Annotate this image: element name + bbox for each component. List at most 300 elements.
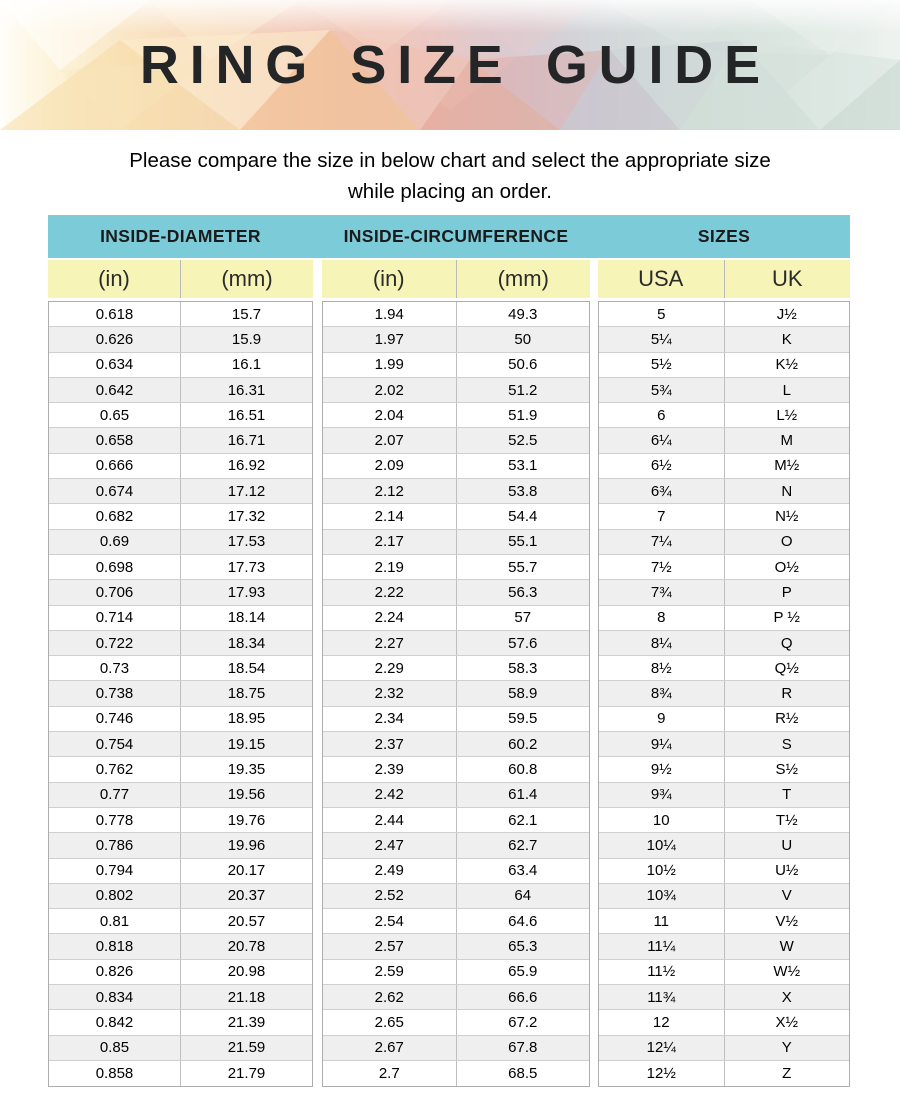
table-row — [49, 960, 312, 985]
table-cell: 21.18 — [227, 988, 266, 1006]
table-cell: 67.2 — [508, 1013, 538, 1031]
table-row — [323, 353, 589, 378]
table-row — [49, 909, 312, 934]
table-row — [323, 783, 589, 808]
table-cell: 19.96 — [227, 836, 266, 854]
table-row — [599, 681, 849, 706]
table-cell: W½ — [773, 963, 801, 981]
table-row — [323, 884, 589, 909]
table-row — [599, 555, 849, 580]
group-sizes — [598, 260, 850, 1087]
table-cell: 20.78 — [227, 938, 266, 956]
table-cell: 0.81 — [49, 909, 181, 933]
column-header-mm: (mm) — [497, 266, 549, 291]
table-cell: 59.5 — [508, 710, 538, 728]
table-cell: 2.42 — [323, 783, 457, 807]
table-cell: 15.7 — [231, 305, 262, 323]
table-cell: 5¾ — [599, 378, 725, 402]
table-cell: 62.7 — [508, 836, 538, 854]
table-row — [599, 656, 849, 681]
table-cell: 66.6 — [508, 988, 538, 1006]
table-row — [49, 833, 312, 858]
table-cell: 2.14 — [323, 504, 457, 528]
table-cell: S½ — [775, 760, 798, 778]
table-cell: 12 — [599, 1010, 725, 1034]
table-cell: V½ — [775, 912, 798, 930]
table-row — [49, 1061, 312, 1086]
table-row — [49, 454, 312, 479]
table-cell: 53.8 — [508, 482, 538, 500]
table-cell: 50 — [514, 330, 532, 348]
table-cell: 2.29 — [323, 656, 457, 680]
table-row — [49, 884, 312, 909]
table-row — [323, 428, 589, 453]
table-cell: U½ — [775, 862, 799, 880]
group-header-inside-circumference: INSIDE-CIRCUMFERENCE — [343, 226, 569, 246]
table-cell: M½ — [774, 457, 800, 475]
table-row — [49, 934, 312, 959]
table-cell: 52.5 — [508, 432, 538, 450]
table-cell: 17.12 — [227, 482, 266, 500]
table-cell: 0.65 — [49, 403, 181, 427]
table-cell: X — [781, 988, 792, 1006]
table-cell: 63.4 — [508, 862, 538, 880]
table-cell: 16.71 — [227, 432, 266, 450]
table-cell: 2.22 — [323, 580, 457, 604]
table-cell: 49.3 — [508, 305, 538, 323]
table-cell: 2.34 — [323, 707, 457, 731]
table-cell: 6½ — [599, 454, 725, 478]
table-cell: 7¾ — [599, 580, 725, 604]
table-cell: 0.698 — [49, 555, 181, 579]
table-cell: 18.14 — [227, 609, 266, 627]
table-row — [49, 504, 312, 529]
table-cell: 11 — [599, 909, 725, 933]
table-row — [49, 428, 312, 453]
table-group-header-row — [48, 215, 850, 258]
table-cell: 0.618 — [49, 302, 181, 326]
table-cell: 20.98 — [227, 963, 266, 981]
table-cell: T½ — [775, 811, 798, 829]
table-cell: 0.722 — [49, 631, 181, 655]
table-cell: 2.62 — [323, 985, 457, 1009]
table-cell: 65.3 — [508, 938, 538, 956]
table-body-groups — [48, 260, 850, 1087]
table-row — [599, 707, 849, 732]
table-row — [49, 707, 312, 732]
table-row — [599, 934, 849, 959]
table-cell: 0.738 — [49, 681, 181, 705]
table-row — [599, 530, 849, 555]
group-inside-circumference — [322, 260, 590, 1087]
table-cell: 16.51 — [227, 406, 266, 424]
table-row — [49, 808, 312, 833]
table-row — [599, 833, 849, 858]
table-cell: 11½ — [599, 960, 725, 984]
group-header-inside-diameter: INSIDE-DIAMETER — [100, 226, 261, 246]
table-row — [323, 934, 589, 959]
table-cell: 67.8 — [508, 1039, 538, 1057]
table-cell: X½ — [775, 1013, 798, 1031]
banner — [0, 0, 900, 130]
table-row — [599, 1061, 849, 1086]
table-cell: 18.34 — [227, 634, 266, 652]
table-cell: 9 — [599, 707, 725, 731]
subtitle-text: Please compare the size in below chart and select the appropriate size while placing an order. — [129, 149, 771, 203]
table-cell: Q — [780, 634, 793, 652]
table-cell: 0.746 — [49, 707, 181, 731]
table-cell: 2.24 — [323, 606, 457, 630]
table-cell: J½ — [776, 305, 797, 323]
table-cell: 21.59 — [227, 1039, 266, 1057]
column-header-in: (in) — [322, 260, 457, 298]
table-cell: 10 — [599, 808, 725, 832]
table-cell: U — [781, 836, 793, 854]
table-cell: 2.09 — [323, 454, 457, 478]
table-row — [49, 479, 312, 504]
table-cell: 0.834 — [49, 985, 181, 1009]
table-row — [599, 808, 849, 833]
table-row — [599, 353, 849, 378]
table-row — [49, 302, 312, 327]
table-row — [599, 631, 849, 656]
table-cell: 65.9 — [508, 963, 538, 981]
table-row — [323, 808, 589, 833]
table-cell: Z — [782, 1065, 792, 1083]
table-cell: 0.818 — [49, 934, 181, 958]
subheader-row — [48, 260, 313, 298]
table-cell: 0.858 — [49, 1061, 181, 1086]
table-row — [323, 631, 589, 656]
table-row — [323, 1036, 589, 1061]
column-header-mm: (mm) — [221, 266, 273, 291]
table-row — [323, 732, 589, 757]
table-cell: 0.786 — [49, 833, 181, 857]
table-row — [49, 859, 312, 884]
table-row — [49, 378, 312, 403]
table-cell: W — [779, 938, 794, 956]
table-row — [49, 606, 312, 631]
table-cell: 55.1 — [508, 533, 538, 551]
table-cell: 11¾ — [599, 985, 725, 1009]
column-header-in: (in) — [48, 260, 181, 298]
table-cell: 17.93 — [227, 583, 266, 601]
group-inside-diameter — [48, 260, 313, 1087]
table-row — [323, 580, 589, 605]
table-cell: 2.32 — [323, 681, 457, 705]
table-row — [49, 353, 312, 378]
subheader-row — [598, 260, 850, 298]
table-row — [599, 428, 849, 453]
table-cell: 58.3 — [508, 659, 538, 677]
table-row — [323, 707, 589, 732]
table-row — [599, 909, 849, 934]
table-cell: 55.7 — [508, 558, 538, 576]
table-cell: 0.634 — [49, 353, 181, 377]
table-row — [599, 960, 849, 985]
table-cell: 7¼ — [599, 530, 725, 554]
column-header-usa: USA — [598, 260, 725, 298]
table-cell: N — [781, 482, 793, 500]
table-cell: 2.39 — [323, 757, 457, 781]
table-row — [599, 783, 849, 808]
table-cell: 64.6 — [508, 912, 538, 930]
table-cell: 9¾ — [599, 783, 725, 807]
table-cell: 50.6 — [508, 356, 538, 374]
table-cell: 0.626 — [49, 327, 181, 351]
table-row — [49, 732, 312, 757]
table-cell: 2.52 — [323, 884, 457, 908]
table-cell: 68.5 — [508, 1065, 538, 1083]
table-cell: 19.76 — [227, 811, 266, 829]
table-row — [323, 327, 589, 352]
table-cell: 58.9 — [508, 685, 538, 703]
table-cell: 5¼ — [599, 327, 725, 351]
table-cell: 0.826 — [49, 960, 181, 984]
table-row — [323, 378, 589, 403]
table-cell: 16.1 — [231, 356, 262, 374]
table-cell: 56.3 — [508, 583, 538, 601]
table-row — [599, 1010, 849, 1035]
table-cell: P — [781, 583, 792, 601]
table-body — [48, 301, 313, 1087]
table-cell: 21.39 — [227, 1013, 266, 1031]
table-cell: K — [781, 330, 792, 348]
table-cell: 18.75 — [227, 685, 266, 703]
table-cell: 2.07 — [323, 428, 457, 452]
table-cell: 2.44 — [323, 808, 457, 832]
table-row — [599, 302, 849, 327]
table-body — [322, 301, 590, 1087]
table-row — [599, 378, 849, 403]
table-cell: 61.4 — [508, 786, 538, 804]
table-cell: 0.73 — [49, 656, 181, 680]
table-row — [49, 555, 312, 580]
table-row — [323, 555, 589, 580]
table-cell: 2.65 — [323, 1010, 457, 1034]
table-cell: 54.4 — [508, 508, 538, 526]
table-row — [599, 859, 849, 884]
table-cell: 1.94 — [323, 302, 457, 326]
table-cell: 12½ — [599, 1061, 725, 1086]
table-row — [323, 656, 589, 681]
table-row — [49, 656, 312, 681]
table-cell: 2.67 — [323, 1036, 457, 1060]
table-cell: 57.6 — [508, 634, 538, 652]
table-cell: O — [780, 533, 793, 551]
table-row — [49, 580, 312, 605]
table-cell: 51.9 — [508, 406, 538, 424]
table-row — [323, 681, 589, 706]
table-row — [49, 403, 312, 428]
table-cell: 0.658 — [49, 428, 181, 452]
table-row — [599, 884, 849, 909]
table-cell: 0.666 — [49, 454, 181, 478]
table-cell: O½ — [774, 558, 799, 576]
table-row — [49, 327, 312, 352]
table-cell: 2.04 — [323, 403, 457, 427]
table-cell: 20.17 — [227, 862, 266, 880]
table-row — [323, 403, 589, 428]
table-cell: 8 — [599, 606, 725, 630]
table-cell: 51.2 — [508, 381, 538, 399]
table-cell: 5 — [599, 302, 725, 326]
group-header-sizes: SIZES — [697, 226, 751, 246]
table-cell: 0.642 — [49, 378, 181, 402]
table-cell: 5½ — [599, 353, 725, 377]
table-cell: 21.79 — [227, 1065, 266, 1083]
table-cell: 17.73 — [227, 558, 266, 576]
table-cell: 60.8 — [508, 760, 538, 778]
table-cell: 20.37 — [227, 887, 266, 905]
table-cell: 0.706 — [49, 580, 181, 604]
table-cell: 7 — [599, 504, 725, 528]
table-row — [323, 1061, 589, 1086]
table-cell: K½ — [775, 356, 798, 374]
table-row — [599, 606, 849, 631]
table-row — [49, 681, 312, 706]
table-row — [323, 833, 589, 858]
table-cell: 8¼ — [599, 631, 725, 655]
table-row — [323, 859, 589, 884]
table-cell: 0.85 — [49, 1036, 181, 1060]
table-cell: 19.35 — [227, 760, 266, 778]
table-row — [599, 1036, 849, 1061]
table-cell: 0.682 — [49, 504, 181, 528]
table-cell: 9¼ — [599, 732, 725, 756]
table-row — [323, 909, 589, 934]
table-cell: 12¼ — [599, 1036, 725, 1060]
table-cell: 15.9 — [231, 330, 262, 348]
table-cell: M — [780, 432, 793, 450]
table-cell: 9½ — [599, 757, 725, 781]
table-row — [323, 454, 589, 479]
table-cell: 53.1 — [508, 457, 538, 475]
table-cell: 18.54 — [227, 659, 266, 677]
table-row — [49, 631, 312, 656]
table-row — [323, 302, 589, 327]
table-cell: 0.794 — [49, 859, 181, 883]
table-cell: 2.59 — [323, 960, 457, 984]
table-cell: 0.762 — [49, 757, 181, 781]
table-row — [49, 757, 312, 782]
table-cell: 0.674 — [49, 479, 181, 503]
table-cell: 10¼ — [599, 833, 725, 857]
table-row — [323, 1010, 589, 1035]
column-gutter — [590, 215, 598, 258]
table-cell: 2.7 — [323, 1061, 457, 1086]
table-cell: 10½ — [599, 859, 725, 883]
table-cell: 1.99 — [323, 353, 457, 377]
table-cell: 0.778 — [49, 808, 181, 832]
table-cell: P ½ — [773, 609, 800, 627]
table-cell: 0.842 — [49, 1010, 181, 1034]
table-cell: S — [781, 735, 792, 753]
table-cell: 2.47 — [323, 833, 457, 857]
table-cell: 0.69 — [49, 530, 181, 554]
table-cell: 2.57 — [323, 934, 457, 958]
table-cell: 0.802 — [49, 884, 181, 908]
table-cell: V — [781, 887, 792, 905]
table-cell: 16.92 — [227, 457, 266, 475]
table-cell: 19.15 — [227, 735, 266, 753]
table-cell: 19.56 — [227, 786, 266, 804]
table-cell: 2.17 — [323, 530, 457, 554]
table-row — [599, 454, 849, 479]
table-cell: 0.77 — [49, 783, 181, 807]
column-gutter — [313, 215, 322, 258]
table-cell: 60.2 — [508, 735, 538, 753]
ring-size-table — [48, 215, 850, 1087]
table-cell: T — [782, 786, 792, 804]
table-cell: L½ — [776, 406, 798, 424]
table-cell: 6¼ — [599, 428, 725, 452]
table-cell: 0.754 — [49, 732, 181, 756]
table-cell: 16.31 — [227, 381, 266, 399]
table-row — [323, 757, 589, 782]
table-cell: 20.57 — [227, 912, 266, 930]
subheader-row — [322, 260, 590, 298]
table-row — [599, 985, 849, 1010]
page-title: RING SIZE GUIDE — [139, 35, 771, 95]
table-cell: 2.54 — [323, 909, 457, 933]
table-row — [49, 783, 312, 808]
table-row — [49, 1010, 312, 1035]
table-cell: 62.1 — [508, 811, 538, 829]
table-cell: 18.95 — [227, 710, 266, 728]
table-cell: Y — [781, 1039, 792, 1057]
table-row — [323, 479, 589, 504]
table-row — [599, 327, 849, 352]
table-cell: 57 — [514, 609, 532, 627]
table-row — [599, 732, 849, 757]
table-cell: 17.32 — [227, 508, 266, 526]
table-row — [599, 403, 849, 428]
table-cell: 11¼ — [599, 934, 725, 958]
table-cell: R½ — [775, 710, 799, 728]
table-cell: N½ — [775, 508, 799, 526]
table-cell: R — [781, 685, 793, 703]
table-cell: 7½ — [599, 555, 725, 579]
table-cell: 8½ — [599, 656, 725, 680]
table-row — [49, 985, 312, 1010]
table-cell: 2.49 — [323, 859, 457, 883]
table-cell: 6 — [599, 403, 725, 427]
table-row — [49, 1036, 312, 1061]
table-row — [599, 580, 849, 605]
table-cell: 2.19 — [323, 555, 457, 579]
table-cell: 10¾ — [599, 884, 725, 908]
table-cell: 17.53 — [227, 533, 266, 551]
table-row — [599, 504, 849, 529]
table-row — [599, 757, 849, 782]
table-row — [323, 606, 589, 631]
table-row — [323, 530, 589, 555]
table-cell: 2.27 — [323, 631, 457, 655]
table-row — [323, 504, 589, 529]
table-row — [599, 479, 849, 504]
table-body — [598, 301, 850, 1087]
table-cell: 1.97 — [323, 327, 457, 351]
table-cell: 2.12 — [323, 479, 457, 503]
table-cell: 2.02 — [323, 378, 457, 402]
table-cell: 64 — [514, 887, 532, 905]
column-header-uk: UK — [771, 266, 803, 291]
table-row — [49, 530, 312, 555]
table-cell: L — [782, 381, 791, 399]
table-row — [323, 960, 589, 985]
table-row — [323, 985, 589, 1010]
